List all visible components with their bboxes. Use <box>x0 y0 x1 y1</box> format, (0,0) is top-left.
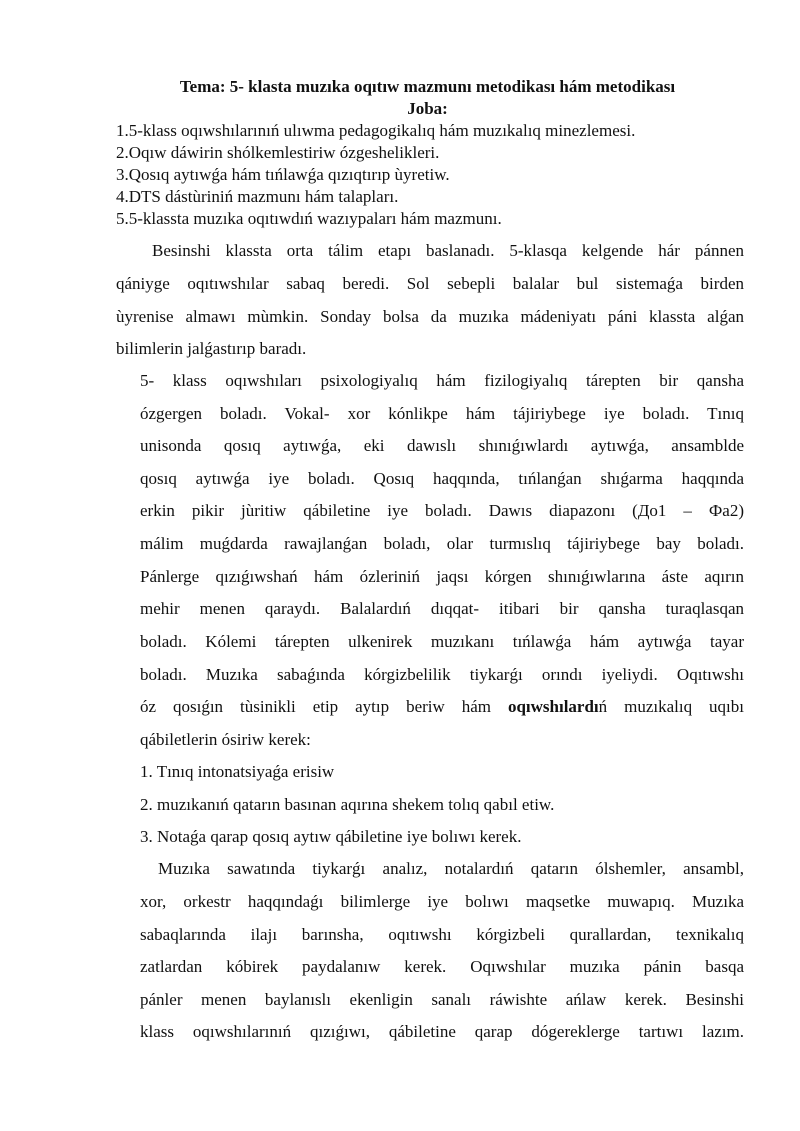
paragraph-1-line: ùyrenise almawı mùmkin. Sonday bolsa da muzıka mádeniyatı páni klassta alǵan <box>116 307 744 326</box>
bold-word: oqıwshılardı <box>507 697 599 716</box>
paragraph-3-line: xor, orkestr haqqındaǵı bilimlerge iye bolıwı maqsetke muwapıq. Muzıka <box>140 892 744 911</box>
paragraph-2-line: boladı. Muzıka sabaǵında kórgizbelilik tiykarǵı orındı iyeliydi. Oqıtıwshı <box>140 665 744 684</box>
plan-item: 2.Oqıw dáwirin shólkemlestiriw ózgeshelikleri. <box>116 143 440 162</box>
paragraph-1-line: bilimlerin jalǵastırıp baradı. <box>116 339 307 358</box>
paragraph-1-line: Besinshi klassta orta tálim etapı baslanadı. 5-klasqa kelgende hár pánnen <box>152 241 744 260</box>
paragraph-2-text: ń muzıkalıq uqıbı <box>598 697 744 716</box>
plan-item: 5.5-klassta muzıka oqıtıwdıń wazıypaları hám mazmunı. <box>116 209 502 228</box>
paragraph-2-line: ózgergen boladı. Vokal- xor kónlikpe hám tájiriybege iye boladı. Tınıq <box>140 404 744 423</box>
paragraph-2-line: qábiletlerin ósiriw kerek: <box>140 730 311 749</box>
paragraph-2-line: málim muǵdarda rawajlanǵan boladı, olar turmıslıq tájiriybege bay boladı. <box>140 534 744 553</box>
paragraph-3-line: klass oqıwshılarınıń qızıǵıwı, qábiletine qarap dógereklerge tartıwı lazım. <box>140 1022 744 1041</box>
numbered-list-item: 1. Tınıq intonatsiyaǵa erisiw <box>140 762 335 781</box>
numbered-list-item: 3. Notaǵa qarap qosıq aytıw qábiletine iye bolıwı kerek. <box>140 827 522 846</box>
plan-item: 1.5-klass oqıwshılarınıń ulıwma pedagogikalıq hám muzıkalıq minezlemesi. <box>116 121 636 140</box>
paragraph-2-line: qosıq aytıwǵa iye boladı. Qosıq haqqında, tıńlanǵan shıǵarma haqqında <box>140 469 744 488</box>
paragraph-3-line: sabaqlarında ilajı barınsha, oqıtıwshı kórgizbeli qurallardan, texnikalıq <box>140 925 744 944</box>
paragraph-3-line: pánler menen baylanıslı ekenligin sanalı ráwishte ańlaw kerek. Besinshi <box>140 990 744 1009</box>
paragraph-2-line <box>140 696 744 718</box>
paragraph-3-line: Muzıka sawatında tiykarǵı analız, notalardıń qatarın ólshemler, ansambl, <box>158 859 744 878</box>
paragraph-2-line: 5- klass oqıwshıları psixologiyalıq hám fizilogiyalıq tárepten bir qansha <box>140 371 744 390</box>
plan-item: 4.DTS dástùriniń mazmunı hám talapları. <box>116 187 399 206</box>
paragraph-1-line: qániyge oqıtıwshılar sabaq beredi. Sol sebepli balalar bul sistemaǵa birden <box>116 274 744 293</box>
paragraph-3-line: zatlardan kóbirek paydalanıw kerek. Oqıwshılar muzıka pánin basqa <box>140 957 744 976</box>
paragraph-2-line: unisonda qosıq aytıwǵa, eki dawıslı shınıǵıwlardı aytıwǵa, ansamblde <box>140 436 744 455</box>
plan-heading: Joba: <box>407 99 448 118</box>
numbered-list-item: 2. muzıkanıń qatarın basınan aqırına shekem tolıq qabıl etiw. <box>140 795 555 814</box>
paragraph-2-line: mehir menen qaraydı. Balalardıń dıqqat- itibari bir qansha turaqlasqan <box>140 599 744 618</box>
paragraph-2-line: Pánlerge qızıǵıwshań hám ózleriniń jaqsı kórgen shınıǵıwlarına áste aqırın <box>140 567 744 586</box>
paragraph-2-line: erkin pikir jùritiw qábiletine iye boladı. Dawıs diapazonı (До1 – Фа2) <box>140 501 744 520</box>
paragraph-2-line: boladı. Kólemi tárepten ulkenirek muzıkanı tıńlawǵa hám aytıwǵa tayar <box>140 632 744 651</box>
plan-item: 3.Qosıq aytıwǵa hám tıńlawǵa qızıqtırıp ùyretiw. <box>116 165 450 184</box>
plan-list <box>116 120 756 230</box>
document-title: Tema: 5- klasta muzıka oqıtıw mazmunı metodikası hám metodikası <box>179 77 676 96</box>
paragraph-2-text: óz qosıǵın tùsinikli etip aytıp beriw hám <box>140 697 508 716</box>
